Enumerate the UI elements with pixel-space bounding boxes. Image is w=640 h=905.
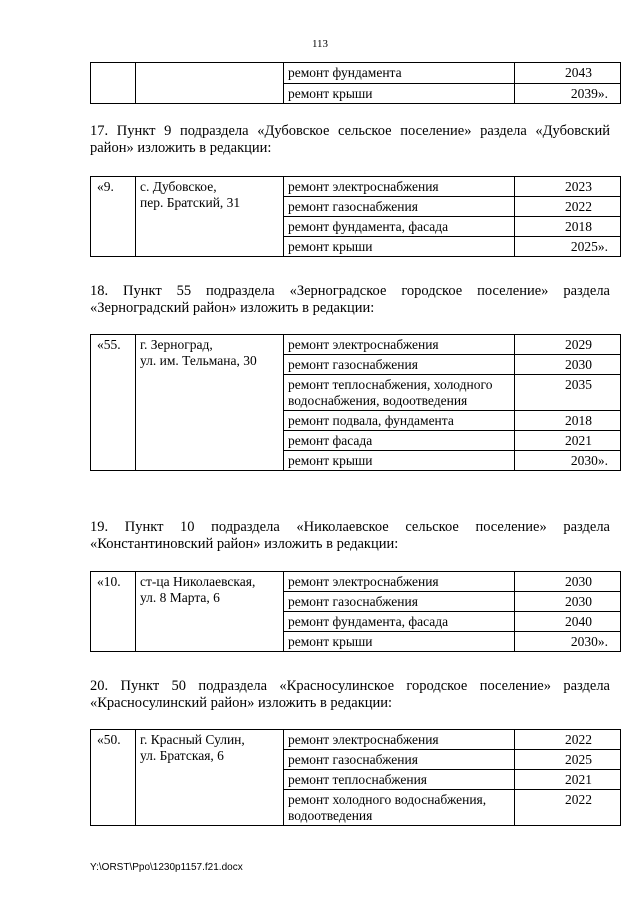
number-cell: «10. — [91, 572, 136, 652]
address-cell — [136, 730, 284, 826]
address-line: с. Дубовское, — [140, 179, 217, 194]
work-cell: ремонт крыши — [284, 83, 515, 104]
work-cell: ремонт газоснабжения — [284, 355, 515, 375]
year-cell: 2040 — [515, 612, 621, 632]
work-cell: ремонт электроснабжения — [284, 335, 515, 355]
year-cell: 2018 — [515, 217, 621, 237]
work-cell: ремонт теплоснабжения — [284, 770, 515, 790]
paragraph-18: 18. Пункт 55 подраздела «Зерноградское городское поселение» раздела «Зерноградский район» изложить в редакции: — [90, 283, 610, 316]
year-cell: 2035 — [515, 375, 621, 411]
address-cell — [136, 177, 284, 257]
year-cell: 2030 — [515, 592, 621, 612]
work-cell: ремонт фундамента, фасада — [284, 612, 515, 632]
number-cell: «9. — [91, 177, 136, 257]
year-cell: 2025». — [515, 237, 621, 257]
year-cell: 2021 — [515, 770, 621, 790]
year-cell: 2022 — [515, 790, 621, 826]
number-cell — [91, 63, 136, 104]
year-cell: 2022 — [515, 197, 621, 217]
work-cell: ремонт подвала, фундамента — [284, 411, 515, 431]
year-cell: 2039». — [515, 83, 621, 104]
work-cell: ремонт фасада — [284, 431, 515, 451]
work-cell: ремонт холодного водоснабжения, водоотведения — [284, 790, 515, 826]
year-cell: 2025 — [515, 750, 621, 770]
year-cell: 2043 — [515, 63, 621, 84]
table-item-20 — [90, 729, 621, 826]
paragraph-20: 20. Пункт 50 подраздела «Красносулинское городское поселение» раздела «Красносулинский район» изложить в редакции: — [90, 678, 610, 711]
work-cell: ремонт газоснабжения — [284, 197, 515, 217]
table-item-17 — [90, 176, 621, 257]
work-cell: ремонт фундамента, фасада — [284, 217, 515, 237]
work-cell: ремонт газоснабжения — [284, 750, 515, 770]
work-cell: ремонт крыши — [284, 632, 515, 652]
file-path-footer: Y:\ORST\Ppo\1230p1157.f21.docx — [90, 862, 243, 873]
work-cell: ремонт газоснабжения — [284, 592, 515, 612]
work-cell: ремонт крыши — [284, 237, 515, 257]
year-cell: 2022 — [515, 730, 621, 750]
address-line: ул. 8 Марта, 6 — [140, 590, 220, 605]
number-cell: «50. — [91, 730, 136, 826]
year-cell: 2021 — [515, 431, 621, 451]
address-line: г. Зерноград, — [140, 337, 213, 352]
year-cell: 2030». — [515, 632, 621, 652]
year-cell: 2030 — [515, 355, 621, 375]
work-cell: ремонт крыши — [284, 451, 515, 471]
year-cell: 2029 — [515, 335, 621, 355]
work-cell: ремонт электроснабжения — [284, 572, 515, 592]
work-cell: ремонт электроснабжения — [284, 177, 515, 197]
address-line: ул. им. Тельмана, 30 — [140, 353, 257, 368]
year-cell: 2018 — [515, 411, 621, 431]
year-cell: 2023 — [515, 177, 621, 197]
paragraph-17: 17. Пункт 9 подраздела «Дубовское сельское поселение» раздела «Дубовский район» изложить в редакции: — [90, 123, 610, 156]
year-cell: 2030». — [515, 451, 621, 471]
table-continuation — [90, 62, 621, 104]
table-item-19 — [90, 571, 621, 652]
work-cell: ремонт электроснабжения — [284, 730, 515, 750]
work-cell: ремонт фундамента — [284, 63, 515, 84]
year-cell: 2030 — [515, 572, 621, 592]
address-line: ст-ца Николаевская, — [140, 574, 256, 589]
address-line: пер. Братский, 31 — [140, 195, 241, 210]
address-cell — [136, 335, 284, 471]
work-cell: ремонт теплоснабжения, холодного водоснабжения, водоотведения — [284, 375, 515, 411]
table-item-18 — [90, 334, 621, 471]
address-cell — [136, 572, 284, 652]
address-cell — [136, 63, 284, 104]
address-line: ул. Братская, 6 — [140, 748, 224, 763]
number-cell: «55. — [91, 335, 136, 471]
page-number: 113 — [311, 38, 329, 50]
paragraph-19: 19. Пункт 10 подраздела «Николаевское сельское поселение» раздела «Константиновский район» изложить в редакции: — [90, 519, 610, 552]
address-line: г. Красный Сулин, — [140, 732, 245, 747]
